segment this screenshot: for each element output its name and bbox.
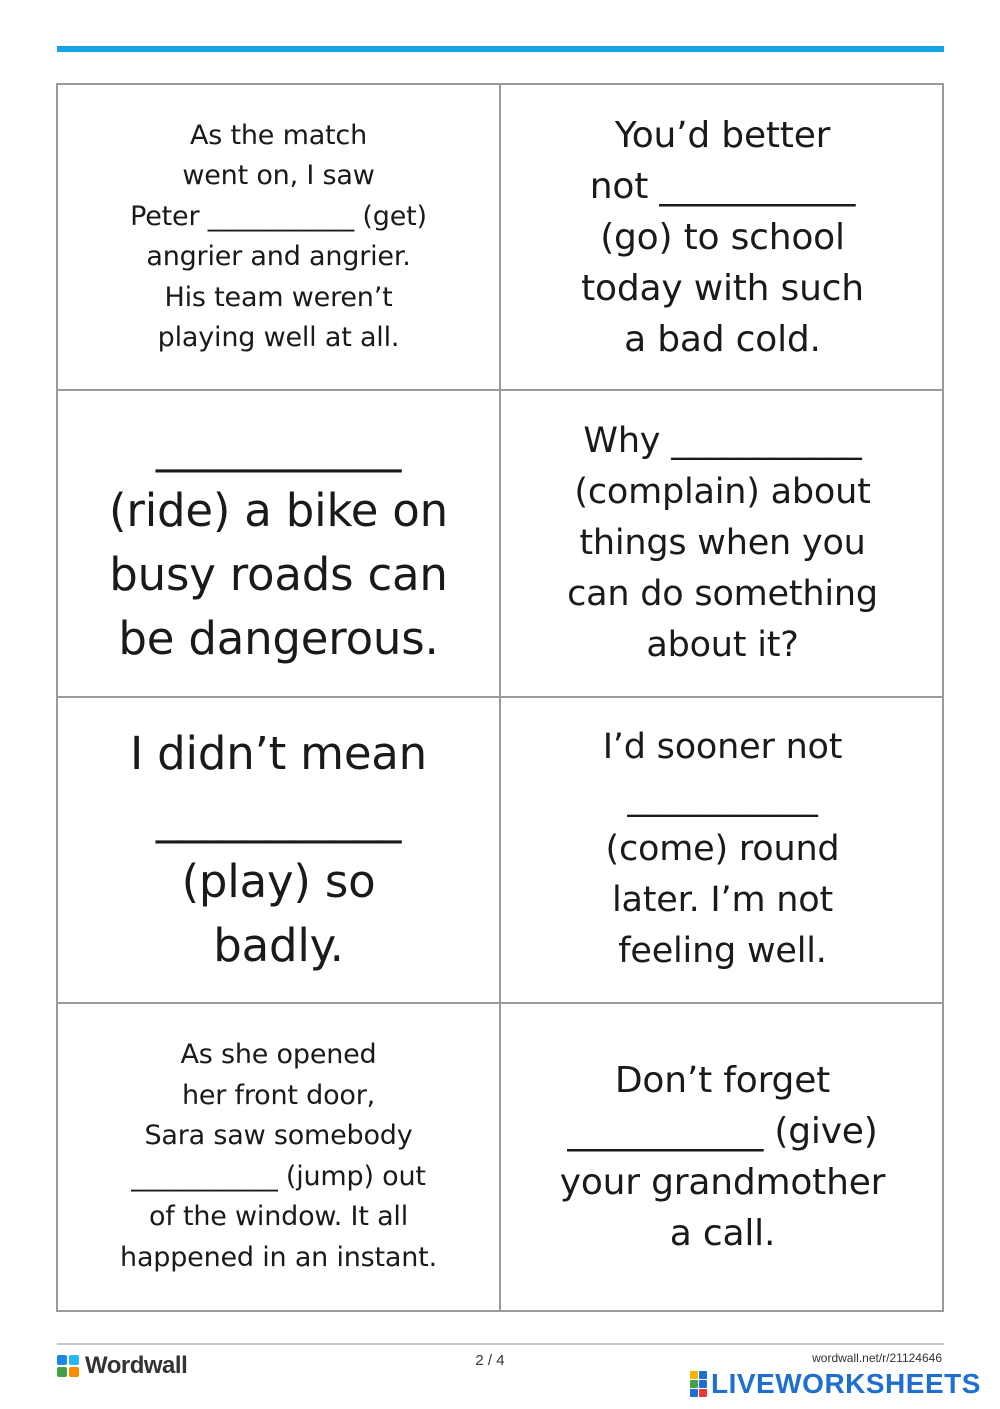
card-5-text: I didn’t mean ___________ (play) so badly.	[130, 726, 427, 972]
wordwall-logo-icon	[57, 1355, 79, 1377]
top-accent-bar	[57, 46, 944, 52]
card-2	[501, 85, 944, 391]
card-1-text: As the match went on, I saw Peter ___________ (get) angrier and angrier. His team weren’t playing well at all.	[130, 119, 427, 354]
card-2-text: You’d better not ___________ (go) to school today with such a bad cold.	[581, 114, 864, 360]
wordwall-brand-name: Wordwall	[85, 1352, 188, 1379]
liveworksheets-wordmark: LIVEWORKSHEETS	[711, 1368, 981, 1399]
page-number: 2 / 4	[475, 1352, 505, 1369]
liveworksheets-logo-icon	[690, 1371, 707, 1397]
flashcard-grid	[56, 83, 944, 1312]
liveworksheets-watermark	[690, 1368, 981, 1400]
card-5	[58, 698, 501, 1004]
source-url[interactable]: wordwall.net/r/21124646	[812, 1351, 942, 1365]
card-4-text: Why ___________ (complain) about things when you can do something about it?	[567, 420, 878, 665]
footer-divider	[57, 1343, 944, 1345]
card-1	[58, 85, 501, 391]
card-6-text: I’d sooner not ___________ (come) round later. I’m not feeling well.	[602, 727, 843, 972]
wordwall-logo[interactable]	[57, 1352, 187, 1380]
card-3-text: ___________ (ride) a bike on busy roads can be dangerous.	[109, 420, 448, 666]
card-4	[501, 391, 944, 697]
card-7-text: As she opened her front door, Sara saw somebody ___________ (jump) out of the window. It all happened in an instant.	[120, 1039, 437, 1273]
card-8	[501, 1004, 944, 1310]
card-6	[501, 698, 944, 1004]
card-3	[58, 391, 501, 697]
card-8-text: Don’t forget ___________ (give) your grandmother a call.	[559, 1059, 886, 1254]
card-7	[58, 1004, 501, 1310]
